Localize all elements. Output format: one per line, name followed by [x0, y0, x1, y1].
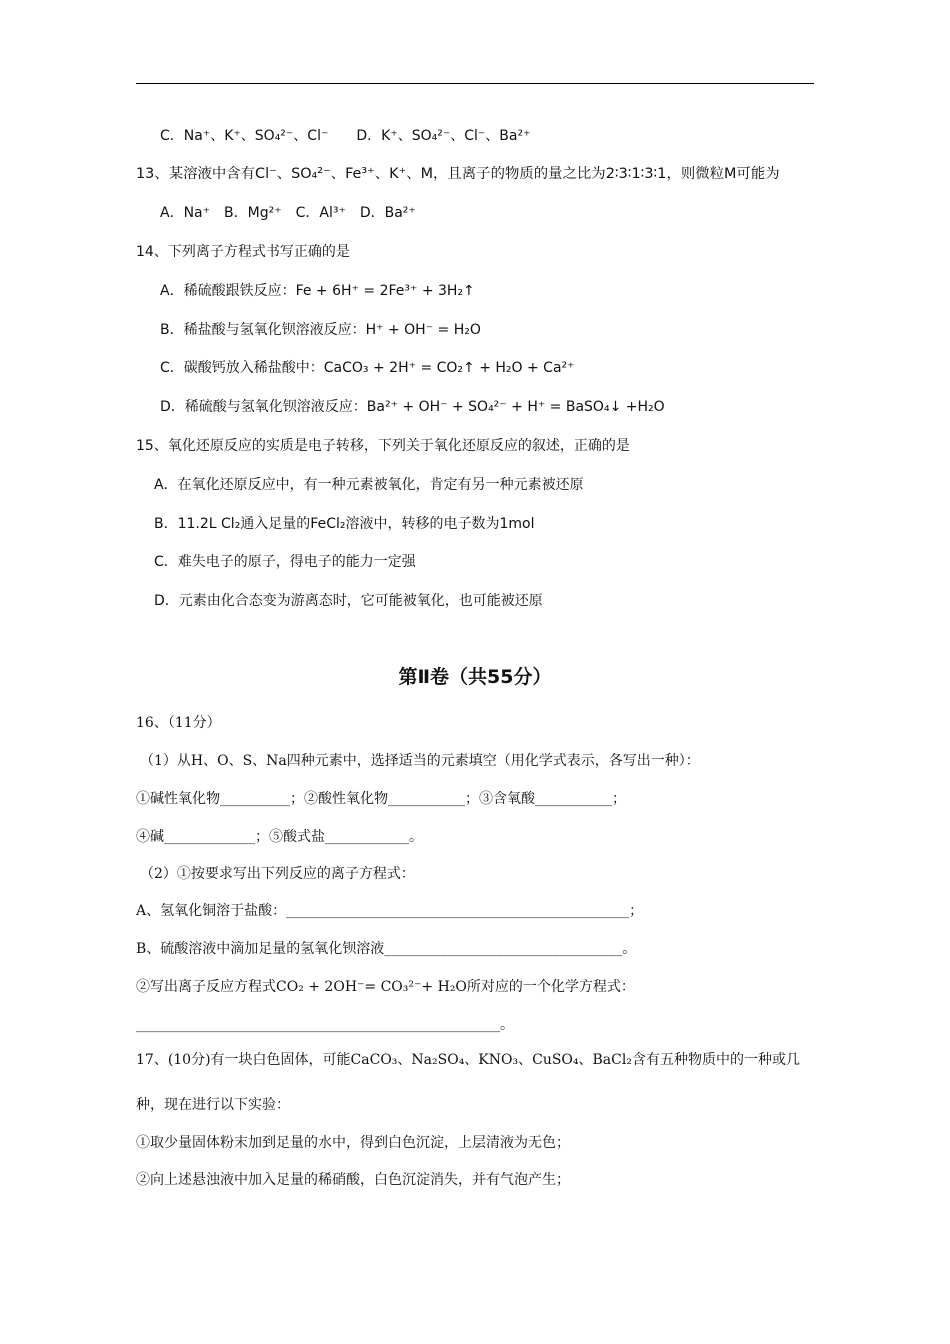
q15-stem: 15、氧化还原反应的实质是电子转移，下列关于氧化还原反应的叙述，正确的是: [136, 438, 630, 454]
q15-option-a: A．在氧化还原反应中，有一种元素被氧化，肯定有另一种元素被还原: [154, 477, 584, 493]
q17-experiment-2: ②向上述悬浊液中加入足量的稀硝酸，白色沉淀消失，并有气泡产生；: [136, 1172, 570, 1188]
q14-option-a: A．稀硫酸跟铁反应：Fe + 6H⁺ = 2Fe³⁺ + 3H₂↑: [160, 283, 475, 299]
q16-part1-blanks-2: ④碱_____________；⑤酸式盐____________。: [136, 829, 423, 845]
q14-option-d: D．稀硫酸与氢氧化钡溶液反应：Ba²⁺ + OH⁻ + SO₄²⁻ + H⁺ = BaSO₄↓ +H₂O: [160, 399, 665, 415]
header-rule: [136, 83, 814, 84]
q17-stem-2: 种，现在进行以下实验：: [136, 1097, 290, 1113]
q16-part2-c: ②写出离子反应方程式CO₂ + 2OH⁻= CO₃²⁻+ H₂O所对应的一个化学方程式：: [136, 979, 635, 995]
q16-part1-prompt: （1）从H、O、S、Na四种元素中，选择适当的元素填空（用化学式表示，各写出一种）：: [140, 753, 700, 769]
q16-part2-answer-line: ____________________________________________________。: [136, 1017, 514, 1033]
q14-option-c: C．碳酸钙放入稀盐酸中：CaCO₃ + 2H⁺ = CO₂↑ + H₂O + Ca²⁺: [160, 360, 575, 376]
q15-option-d: D．元素由化合态变为游离态时，它可能被氧化，也可能被还原: [154, 593, 543, 609]
q16-heading: 16、（11分）: [136, 715, 221, 731]
q16-part2-prompt: （2）①按要求写出下列反应的离子方程式：: [140, 866, 415, 882]
q16-part1-blanks-1: ①碱性氧化物__________；②酸性氧化物___________；③含氧酸___________；: [136, 791, 626, 807]
q15-option-b: B．11.2L Cl₂通入足量的FeCl₂溶液中，转移的电子数为1mol: [154, 516, 535, 532]
q16-part2-a: A、氢氧化铜溶于盐酸：_________________________________________________；: [136, 903, 644, 919]
q15-option-c: C．难失电子的原子，得电子的能力一定强: [154, 554, 416, 570]
q12-options-tail: C．Na⁺、K⁺、SO₄²⁻、Cl⁻ D．K⁺、SO₄²⁻、Cl⁻、Ba²⁺: [160, 128, 531, 144]
q13-options: A．Na⁺ B．Mg²⁺ C．Al³⁺ D．Ba²⁺: [160, 205, 416, 221]
q17-experiment-1: ①取少量固体粉末加到足量的水中，得到白色沉淀，上层清液为无色；: [136, 1135, 570, 1151]
q13-stem: 13、某溶液中含有Cl⁻、SO₄²⁻、Fe³⁺、K⁺、M，且离子的物质的量之比为2∶3∶1∶3∶1，则微粒M可能为: [136, 166, 780, 182]
q17-stem-1: 17、(10分)有一块白色固体，可能CaCO₃、Na₂SO₄、KNO₃、CuSO₄、BaCl₂含有五种物质中的一种或几: [136, 1052, 800, 1068]
section-title: 第Ⅱ卷（共55分）: [398, 666, 552, 688]
q14-option-b: B．稀盐酸与氢氧化钡溶液反应：H⁺ + OH⁻ = H₂O: [160, 322, 481, 338]
q14-stem: 14、下列离子方程式书写正确的是: [136, 244, 350, 260]
q16-part2-b: B、硫酸溶液中滴加足量的氢氧化钡溶液__________________________________。: [136, 941, 637, 957]
